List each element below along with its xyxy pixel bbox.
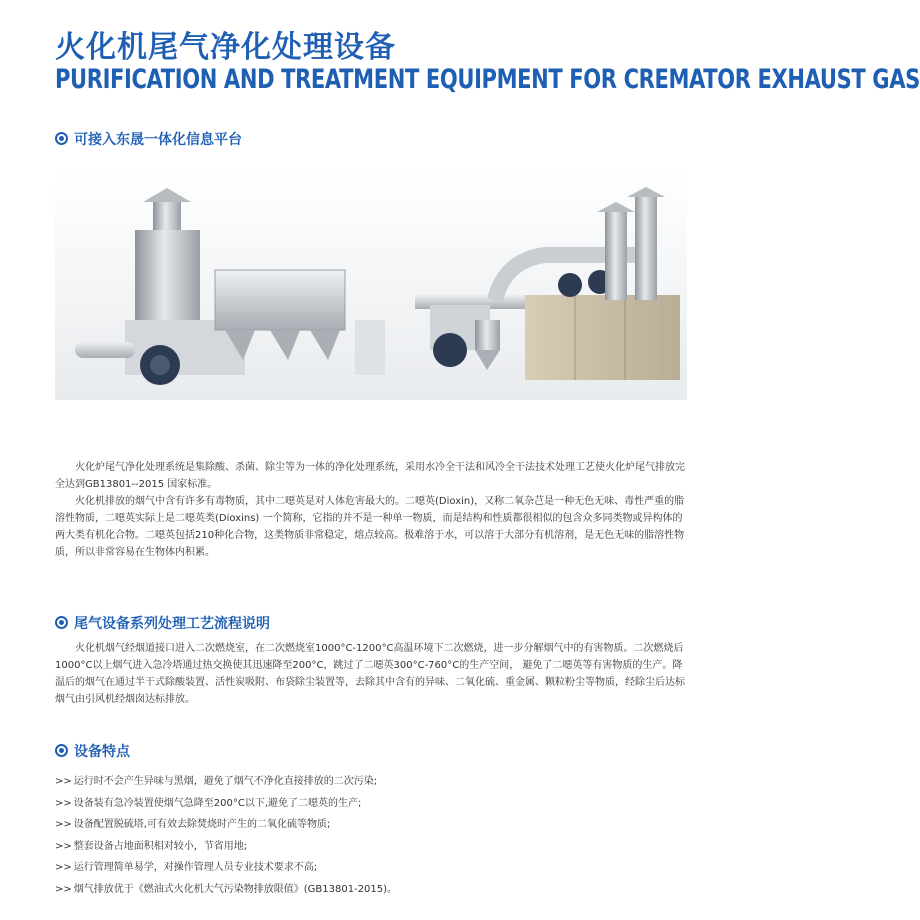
double-chevron-icon: >> bbox=[55, 776, 72, 787]
list-item: >> 设备配置脱硫塔,可有效去除焚烧时产生的二氧化硫等物质; bbox=[55, 819, 331, 830]
list-item: >> 设备装有急冷装置使烟气急降至200°C以下,避免了二噁英的生产; bbox=[55, 797, 362, 809]
bullet-ring-icon bbox=[55, 616, 68, 629]
feature-list bbox=[55, 771, 695, 900]
list-item: >> 烟气排放优于《燃油式火化机大气污染物排放限值》(GB13801-2015)。 bbox=[55, 883, 398, 895]
list-item: >> 整套设备占地面积相对较小，节省用地; bbox=[55, 840, 248, 852]
bullet-ring-icon bbox=[55, 132, 68, 145]
page-title-cn: 火化机尾气净化处理设备 bbox=[55, 30, 396, 65]
intro-paragraph-1: 火化炉尾气净化处理系统是集除酸、杀菌、除尘等为一体的净化处理系统，采用水冷全干法和风冷全干法技术处理工艺使火化炉尾气排放完全达到GB13801--2015 国家标准。 bbox=[55, 462, 685, 490]
bullet-ring-icon bbox=[55, 744, 68, 757]
double-chevron-icon: >> bbox=[55, 840, 72, 852]
double-chevron-icon: >> bbox=[55, 862, 72, 873]
process-paragraph: 火化机烟气经烟道接口进入二次燃烧室，在二次燃烧室1000°C-1200°C高温环境下二次燃烧，进一步分解烟气中的有害物质。二次燃烧后1000°C以上烟气进入急冷塔通过热交换使其迅速降至200°C，跳过了二噁英300°C-760°C的生产空间， 避免了二噁英等有害物质的生产。降温后的烟气在通过半干式除酸装置、活性炭吸附、布袋除尘装置等，去除其中含有的异味、二氧化硫、重金属、颗粒粉尘等物质，经除尘后达标烟气由引风机经烟囱达标排放。 bbox=[55, 643, 685, 705]
list-item: >> 运行时不会产生异味与黑烟，避免了烟气不净化直接排放的二次污染; bbox=[55, 776, 378, 787]
list-item: >> 运行管理简单易学，对操作管理人员专业技术要求不高; bbox=[55, 862, 318, 873]
page-title-en: PURIFICATION AND TREATMENT EQUIPMENT FOR CREMATOR EXHAUST GAS bbox=[55, 64, 920, 95]
equipment-illustration bbox=[55, 170, 687, 400]
double-chevron-icon: >> bbox=[55, 797, 72, 809]
intro-paragraph-2: 火化机排放的烟气中含有许多有毒物质，其中二噁英是对人体危害最大的。二噁英(Dioxin)，又称二氧杂芑是一种无色无味、毒性严重的脂溶性物质，二噁英实际上是二噁英类(Dioxins) 一个简称，它指的并不是一种单一物质，而是结构和性质都很相似的包含众多同类物或异构体的两大类有机化合物。二噁英包括210种化合物，这类物质非常稳定，熔点较高。极难溶于水，可以溶于大部分有机溶剂，是无色无味的脂溶性物质，所以非常容易在生物体内积累。 bbox=[55, 496, 685, 558]
section-heading-process: 尾气设备系列处理工艺流程说明 bbox=[55, 613, 270, 633]
section-heading-platform: 可接入东晟一体化信息平台 bbox=[55, 129, 242, 149]
double-chevron-icon: >> bbox=[55, 883, 72, 895]
section-heading-features: 设备特点 bbox=[55, 741, 130, 761]
double-chevron-icon: >> bbox=[55, 819, 72, 830]
